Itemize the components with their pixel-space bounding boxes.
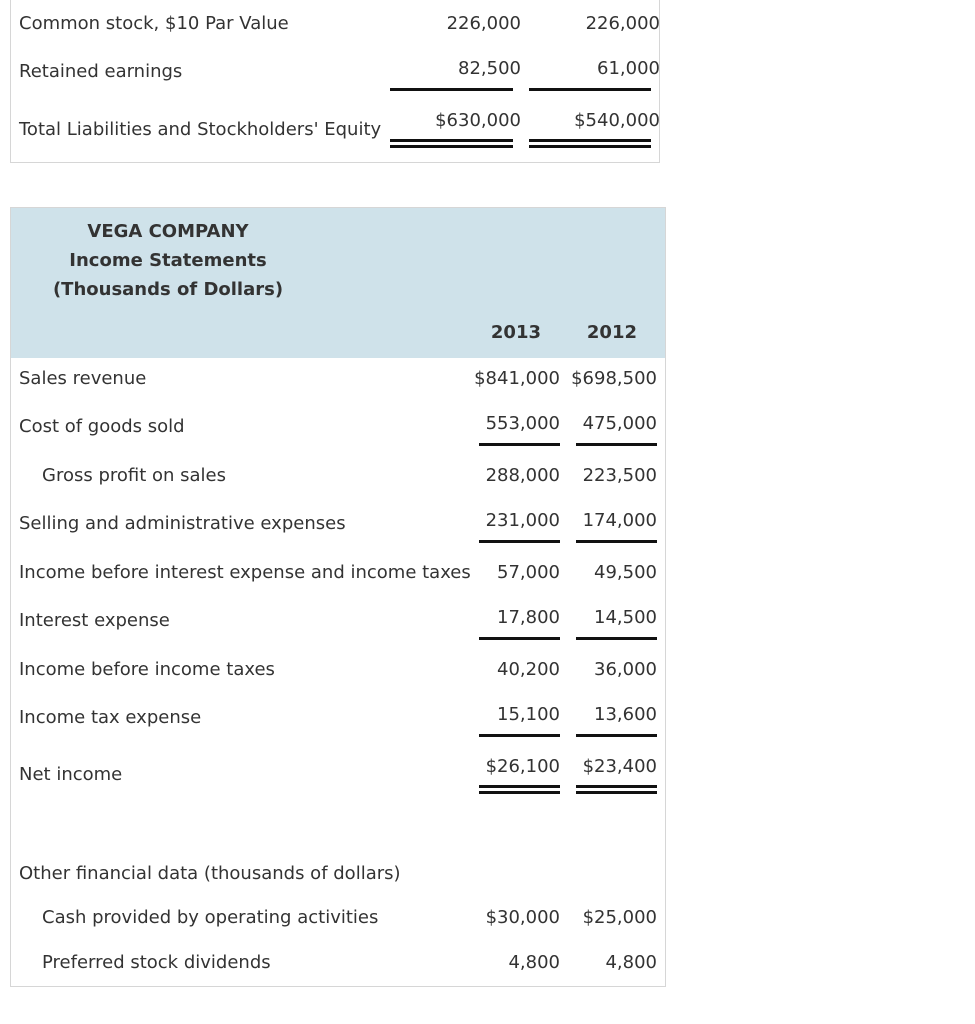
value-2013: 57,000 xyxy=(497,562,560,583)
row-label: Income before interest expense and income taxes xyxy=(19,562,471,583)
row-label: Income before income taxes xyxy=(19,659,275,680)
value-2013: 4,800 xyxy=(508,952,560,973)
row-label: Common stock, $10 Par Value xyxy=(19,13,289,34)
underline xyxy=(390,88,513,91)
row-label: Preferred stock dividends xyxy=(42,952,271,973)
double-underline xyxy=(390,139,513,148)
underline xyxy=(576,734,657,737)
statement-title: Income Statements xyxy=(69,250,267,271)
row-label: Gross profit on sales xyxy=(42,465,227,486)
value-2013: 231,000 xyxy=(485,510,560,531)
row-label: Cost of goods sold xyxy=(19,416,185,437)
underline xyxy=(479,540,560,543)
value-2012: 61,000 xyxy=(597,58,660,79)
underline xyxy=(576,637,657,640)
underline xyxy=(479,734,560,737)
income-statement-panel xyxy=(10,207,666,987)
value-2013: $30,000 xyxy=(485,907,560,928)
value-2012: 174,000 xyxy=(582,510,657,531)
row-label: Selling and administrative expenses xyxy=(19,513,346,534)
value-2012: 14,500 xyxy=(594,607,657,628)
value-2012: $25,000 xyxy=(582,907,657,928)
value-2013: 553,000 xyxy=(485,413,560,434)
value-2012: 223,500 xyxy=(582,465,657,486)
double-underline xyxy=(529,139,651,148)
column-header-2012: 2012 xyxy=(586,322,637,343)
value-2012: $540,000 xyxy=(574,110,660,131)
row-label: Interest expense xyxy=(19,610,170,631)
row-label: Retained earnings xyxy=(19,61,183,82)
value-2012: 36,000 xyxy=(594,659,657,680)
value-2012: $23,400 xyxy=(582,756,657,777)
value-2013: 17,800 xyxy=(497,607,560,628)
value-2013: 226,000 xyxy=(446,13,521,34)
value-2012: $698,500 xyxy=(571,368,657,389)
value-2012: 49,500 xyxy=(594,562,657,583)
company-name: VEGA COMPANY xyxy=(87,221,249,242)
underline xyxy=(529,88,651,91)
row-label: Total Liabilities and Stockholders' Equity xyxy=(19,119,382,140)
row-label: Net income xyxy=(19,764,123,785)
value-2013: 82,500 xyxy=(458,58,521,79)
underline xyxy=(576,540,657,543)
value-2012: 475,000 xyxy=(582,413,657,434)
statement-units: (Thousands of Dollars) xyxy=(52,279,284,300)
double-underline xyxy=(576,785,657,794)
other-data-heading: Other financial data (thousands of dollars) xyxy=(19,863,401,884)
underline xyxy=(576,443,657,446)
value-2013: $841,000 xyxy=(474,368,560,389)
underline xyxy=(479,443,560,446)
value-2012: 4,800 xyxy=(605,952,657,973)
row-label: Income tax expense xyxy=(19,707,202,728)
statement-header xyxy=(11,208,665,358)
value-2012: 226,000 xyxy=(585,13,660,34)
value-2013: $26,100 xyxy=(485,756,560,777)
balance-sheet-panel xyxy=(10,0,660,163)
underline xyxy=(479,637,560,640)
column-header-2013: 2013 xyxy=(490,322,541,343)
value-2013: 288,000 xyxy=(485,465,560,486)
value-2013: $630,000 xyxy=(435,110,521,131)
row-label: Sales revenue xyxy=(19,368,147,389)
value-2013: 15,100 xyxy=(497,704,560,725)
double-underline xyxy=(479,785,560,794)
row-label: Cash provided by operating activities xyxy=(42,907,379,928)
value-2012: 13,600 xyxy=(594,704,657,725)
value-2013: 40,200 xyxy=(497,659,560,680)
